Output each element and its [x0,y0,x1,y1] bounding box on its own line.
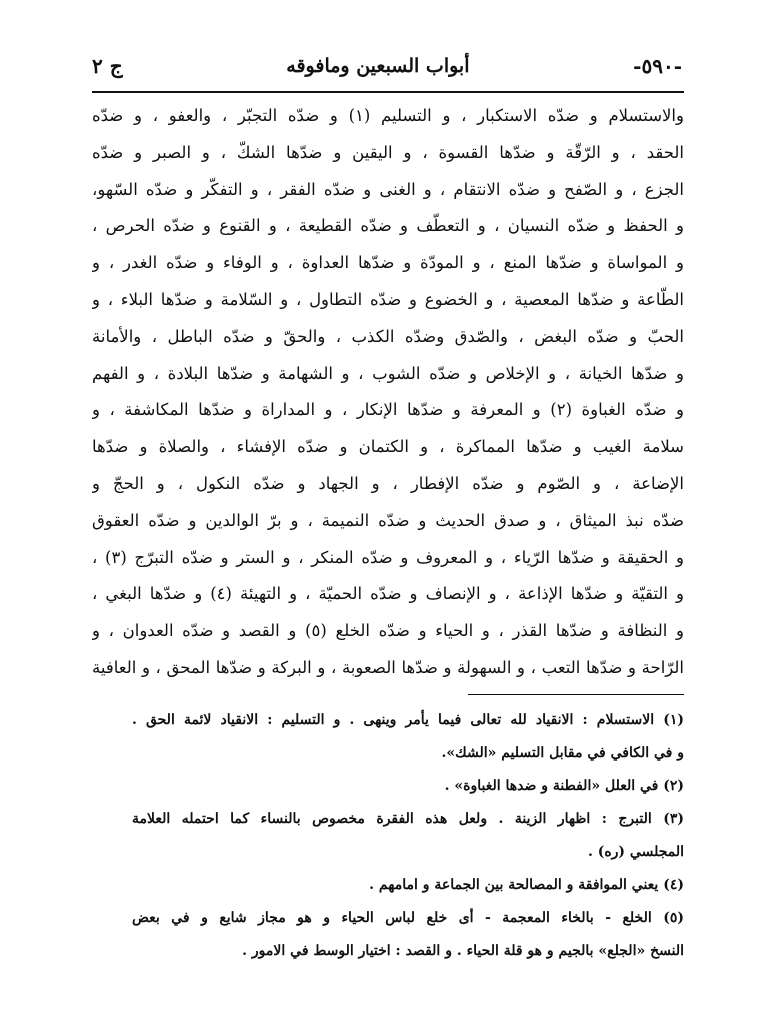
main-text [92,98,684,687]
text-line: الإضاعة ، و الصّوم و ضدّه الإفطار ، و الجهاد و ضدّه النكول ، و الحجّ و [92,473,684,493]
text-line: و الحقيقة و ضدّها الرّياء ، و المعروف و ضدّه المنكر ، و الستر و ضدّه التبرّج (٣) ، [92,547,684,567]
running-title: أبواب السبعين ومافوقه [286,55,470,77]
text-line: و ضدّه الغباوة (٢) و المعرفة و ضدّها الإنكار ، و المداراة و ضدّها المكاشفة ، و [92,400,684,420]
text-line: و الحفظ و ضدّه النسيان ، و التعطّف و ضدّه القطيعة ، و القنوع و ضدّه الحرص ، [92,216,684,236]
footnote-line: النسخ «الجلع» بالجيم و هو قلة الحياء . و القصد : اختيار الوسط في الامور . [242,943,684,959]
text-line: و التقيّة و ضدّها الإذاعة ، و الإنصاف و ضدّه الحميّة ، و التهيئة (٤) و ضدّها البغي ، [92,584,684,604]
header-divider [92,91,684,93]
footnote-line: المجلسي (ره) . [587,844,684,860]
page-header [92,44,682,88]
footnote-line: (٥) الخلع - بالخاء المعجمة - أى خلع لباس الحياء و هو مجاز شايع و في بعض [132,910,684,926]
text-line: الجزع ، و الصّفح و ضدّه الانتقام ، و الغنى و ضدّه الفقر ، و التفكّر و ضدّه السّهو، [92,179,684,199]
footnote-divider [468,694,684,695]
text-line: سلامة الغيب و ضدّها المماكرة ، و الكتمان و ضدّه الإفشاء ، والصلاة و ضدّها [92,437,684,457]
text-line: ضدّه نبذ الميثاق ، و صدق الحديث و ضدّه النميمة ، و برّ الوالدين و ضدّه العقوق [92,510,684,530]
text-line: الرّاحة و ضدّها التعب ، و السهولة و ضدّها الصعوبة ، و البركة و ضدّها المحق ، و العافية [92,657,684,677]
page-number: -٥٩٠- [633,54,682,78]
footnote-line: و في الكافي في مقابل التسليم «الشك». [441,745,684,761]
text-line: الحبّ و ضدّه البغض ، والصّدق وضدّه الكذب ، والحقّ و ضدّه الباطل ، والأمانة [92,326,684,346]
text-line: و النظافة و ضدّها القذر ، و الحياء و ضدّه الخلع (٥) و القصد و ضدّه العدوان ، و [92,621,684,641]
footnotes [132,704,684,968]
text-line: الطّاعة و ضدّها المعصية ، و الخضوع و ضدّه التطاول ، و السّلامة و ضدّها البلاء ، و [92,289,684,309]
footnote-line: (٤) يعني الموافقة و المصالحة بين الجماعة و امامهم . [369,877,684,893]
footnote-line: (٢) في العلل «الفطنة و ضدها الغباوة» . [444,778,684,794]
text-line: الحقد ، و الرّقّة و ضدّها القسوة ، و اليقين و ضدّها الشكّ ، و الصبر و ضدّه [92,142,684,162]
footnote-line: (٣) التبرج : اظهار الزينة . ولعل هذه الفقرة مخصوص بالنساء كما احتمله العلامة [132,811,684,827]
text-line: والاستسلام و ضدّه الاستكبار ، و التسليم (١) و ضدّه التجبّر ، والعفو ، و ضدّه [92,106,684,125]
text-line: و ضدّها الخيانة ، و الإخلاص و ضدّه الشوب ، و الشهامة و ضدّها البلادة ، و الفهم [92,363,684,383]
text-line: و المواساة و ضدّها المنع ، و المودّة و ضدّها العداوة ، و الوفاء و ضدّه الغدر ، و [92,253,684,273]
volume-label: ج ٢ [92,54,123,78]
footnote-line: (١) الاستسلام : الانقياد لله تعالى فيما يأمر وينهى . و التسليم : الانقياد لائمة الحق . [132,712,684,728]
